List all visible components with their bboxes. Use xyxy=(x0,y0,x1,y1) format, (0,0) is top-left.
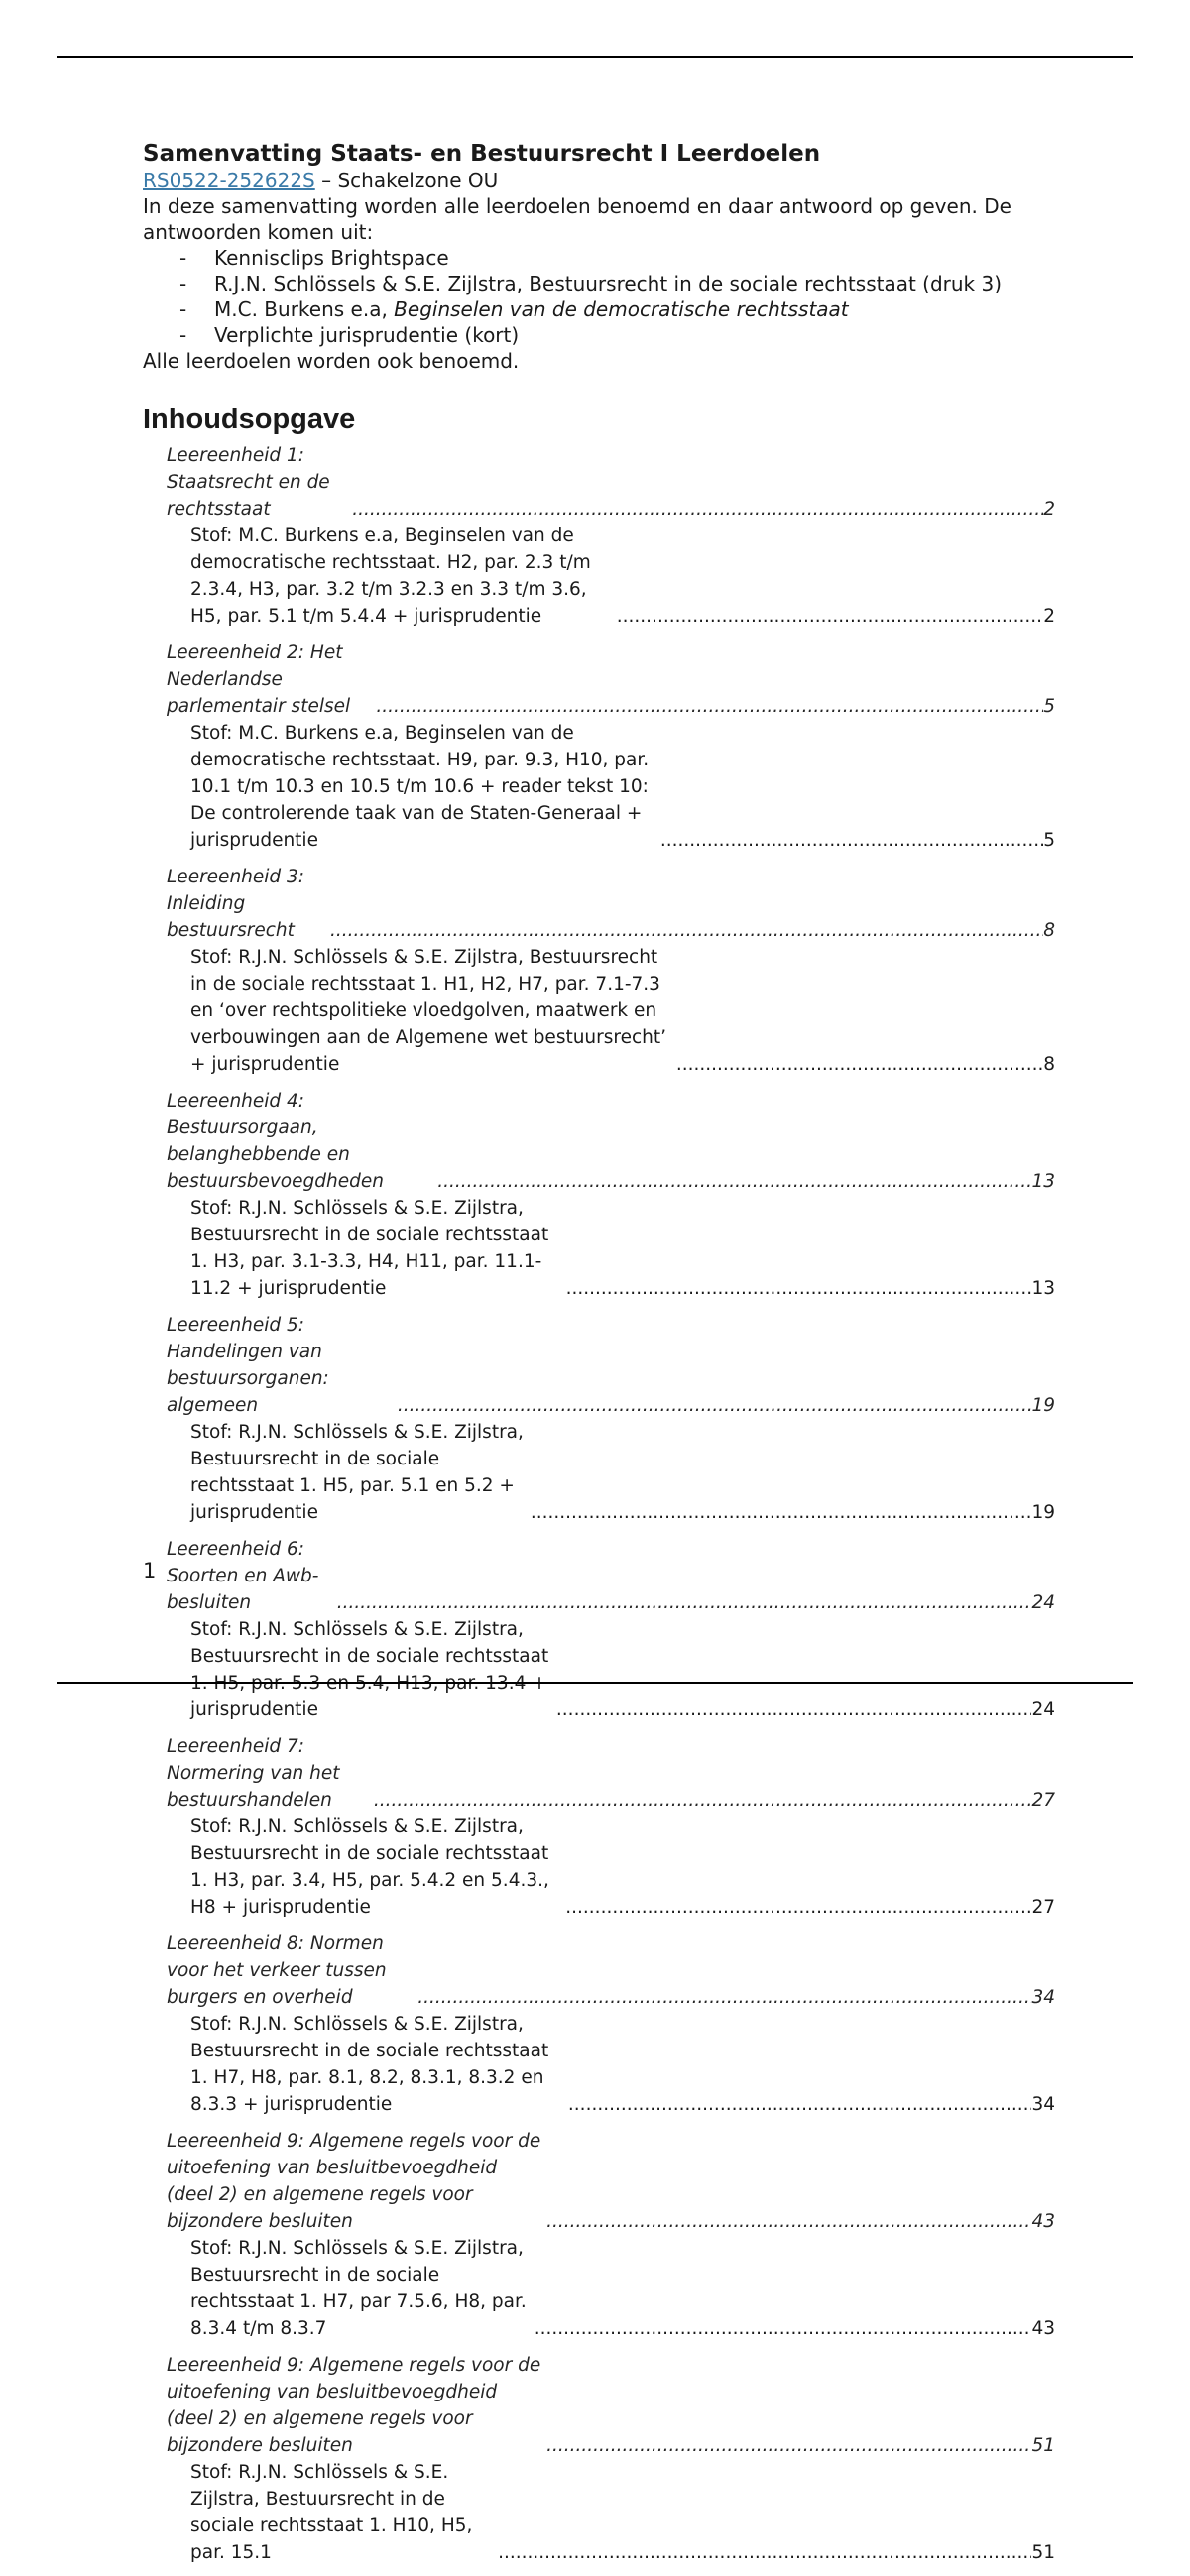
toc-leader-dots xyxy=(617,603,1043,630)
toc-unit xyxy=(143,1088,1055,1302)
toc-page-number: 8 xyxy=(1043,920,1055,941)
bullet-dash: - xyxy=(179,272,187,295)
source-item: - Verplichte jurisprudentie (kort) xyxy=(179,323,520,347)
toc-leader-dots xyxy=(546,2432,1031,2459)
toc-unit xyxy=(143,864,1055,1078)
toc-leader-dots xyxy=(565,1894,1031,1921)
table-of-contents xyxy=(143,442,1055,2566)
toc-entry-stof[interactable]: Stof: M.C. Burkens e.a, Beginselen van de democratische rechtsstaat. H2, par. 2.3 t/m 2.3.4, H3, par. 3.2 t/m 3.2.3 en 3.3 t/m 3.6, H5, par. 5.1 t/m 5.4.4 + jurisprudentie ..... 2 xyxy=(143,523,1055,630)
toc-heading: Inhoudsopgave xyxy=(143,404,356,435)
toc-leader-dots xyxy=(330,917,1043,944)
document-body xyxy=(143,140,1055,2576)
toc-entry-stof[interactable]: Stof: R.J.N. Schlössels & S.E. Zijlstra, Bestuursrecht in de sociale rechtsstaat 1. H5, par. 5.3 en 5.4, H13, par. 13.4 + jurisprudentie ..... 24 xyxy=(143,1616,1055,1723)
toc-entry-stof[interactable]: Stof: R.J.N. Schlössels & S.E. Zijlstra, Bestuursrecht in de sociale rechtsstaat 1. H5, par. 5.1 en 5.2 + jurisprudentie ..... 19 xyxy=(143,1419,1055,1526)
toc-page-number: 51 xyxy=(1031,2435,1055,2456)
source-item: - R.J.N. Schlössels & S.E. Zijlstra, Bestuursrecht in de sociale rechtsstaat (druk 3) xyxy=(179,272,1003,295)
outro-text: Alle leerdoelen worden ook benoemd. xyxy=(143,349,520,373)
toc-leader-dots xyxy=(398,1392,1032,1419)
source-item: - M.C. Burkens e.a, Beginselen van de democratische rechtsstaat xyxy=(179,297,849,321)
footer-rule xyxy=(57,1682,1133,1684)
toc-leader-dots xyxy=(498,2539,1031,2566)
toc-page-number: 13 xyxy=(1031,1171,1055,1192)
toc-leader-dots xyxy=(535,2315,1032,2342)
toc-leader-dots xyxy=(376,693,1043,720)
sources-list xyxy=(143,245,1055,348)
toc-entry-leereenheid[interactable]: Leereenheid 6: Soorten en Awb-besluiten ..... 24 xyxy=(143,1536,1055,1616)
toc-leader-dots xyxy=(660,827,1043,854)
toc-leader-dots xyxy=(566,1275,1032,1302)
toc-entry-leereenheid[interactable]: Leereenheid 5: Handelingen van bestuursorganen: algemeen ..... 19 xyxy=(143,1312,1055,1419)
toc-entry-leereenheid[interactable]: Leereenheid 9: Algemene regels voor de uitoefening van besluitbevoegdheid (deel 2) en algemene regels voor bijzondere besluiten ..... 43 xyxy=(143,2128,1055,2235)
toc-entry-stof[interactable]: Stof: R.J.N. Schlössels & S.E. Zijlstra, Bestuursrecht in de sociale rechtsstaat 1. H1, H2, H7, par. 7.1-7.3 en ‘over rechtspolitieke vloedgolven, maatwerk en verbouwingen aan de Algemene wet bestuursrecht’ + jurisprudentie ..... 8 xyxy=(143,944,1055,1078)
toc-unit xyxy=(143,1536,1055,1723)
course-zone: Schakelzone OU xyxy=(337,169,499,192)
toc-entry-stof[interactable]: Stof: R.J.N. Schlössels & S.E. Zijlstra, Bestuursrecht in de sociale rechtsstaat 1. H3, par. 3.4, H5, par. 5.4.2 en 5.4.3., H8 + jurisprudentie ..... 27 xyxy=(143,1814,1055,1921)
header-rule xyxy=(57,56,1133,58)
toc-leader-dots xyxy=(556,1697,1032,1723)
toc-page-number: 2 xyxy=(1043,499,1055,520)
toc-leader-dots xyxy=(437,1168,1031,1195)
course-line xyxy=(143,168,1055,193)
toc-unit xyxy=(143,2128,1055,2342)
source-book-title: Beginselen van de democratische rechtsstaat xyxy=(394,297,849,321)
toc-leader-dots xyxy=(531,1499,1032,1526)
toc-leader-dots xyxy=(337,1589,1032,1616)
toc-page-number: 34 xyxy=(1031,1987,1055,2008)
toc-page-number: 24 xyxy=(1031,1699,1055,1720)
toc-page-number: 27 xyxy=(1031,1790,1055,1811)
toc-entry-leereenheid[interactable]: Leereenheid 2: Het Nederlandse parlementair stelsel ..... 5 xyxy=(143,640,1055,720)
toc-entry-leereenheid[interactable]: Leereenheid 7: Normering van het bestuurshandelen ..... 27 xyxy=(143,1733,1055,1814)
toc-entry-stof[interactable]: Stof: R.J.N. Schlössels & S.E. Zijlstra, Bestuursrecht in de sociale rechtsstaat 1. H10, H5, par. 15.1 ..... 51 xyxy=(143,2459,1055,2566)
toc-page-number: 43 xyxy=(1031,2211,1055,2232)
toc-leader-dots xyxy=(374,1787,1032,1814)
page-number: 1 xyxy=(143,1559,157,1582)
toc-page-number: 8 xyxy=(1043,1054,1055,1075)
toc-entry-stof[interactable]: Stof: R.J.N. Schlössels & S.E. Zijlstra, Bestuursrecht in de sociale rechtsstaat 1. H7, H8, par. 8.1, 8.2, 8.3.1, 8.3.2 en 8.3.3 + jurisprudentie ..... 34 xyxy=(143,2011,1055,2118)
toc-leader-dots xyxy=(352,496,1043,523)
bullet-dash: - xyxy=(179,323,187,347)
toc-page-number: 19 xyxy=(1031,1502,1055,1523)
intro-text: In deze samenvatting worden alle leerdoelen benoemd en daar antwoord op geven. De antwoorden komen uit: xyxy=(143,194,1012,244)
toc-leader-dots xyxy=(417,1984,1031,2011)
toc-page-number: 5 xyxy=(1043,696,1055,717)
toc-entry-leereenheid[interactable]: Leereenheid 1: Staatsrecht en de rechtsstaat ..... 2 xyxy=(143,442,1055,523)
toc-leader-dots xyxy=(676,1051,1043,1078)
document-title: Samenvatting Staats- en Bestuursrecht I Leerdoelen xyxy=(143,141,821,167)
toc-unit xyxy=(143,1312,1055,1526)
toc-leader-dots xyxy=(546,2208,1031,2235)
toc-entry-leereenheid[interactable]: Leereenheid 9: Algemene regels voor de uitoefening van besluitbevoegdheid (deel 2) en algemene regels voor bijzondere besluiten ..... 51 xyxy=(143,2352,1055,2459)
source-item: - Kennisclips Brightspace xyxy=(179,246,449,270)
course-code-link[interactable]: RS0522-252622S xyxy=(143,169,315,192)
toc-page-number: 34 xyxy=(1031,2094,1055,2115)
toc-page-number: 5 xyxy=(1043,830,1055,851)
toc-entry-leereenheid[interactable]: Leereenheid 8: Normen voor het verkeer tussen burgers en overheid ..... 34 xyxy=(143,1931,1055,2011)
toc-page-number: 51 xyxy=(1031,2542,1055,2563)
bullet-dash: - xyxy=(179,297,187,321)
toc-unit xyxy=(143,442,1055,630)
toc-unit xyxy=(143,1931,1055,2118)
bullet-dash: - xyxy=(179,246,187,270)
toc-entry-leereenheid[interactable]: Leereenheid 4: Bestuursorgaan, belanghebbende en bestuursbevoegdheden ..... 13 xyxy=(143,1088,1055,1195)
toc-entry-stof[interactable]: Stof: R.J.N. Schlössels & S.E. Zijlstra, Bestuursrecht in de sociale rechtsstaat 1. H3, par. 3.1-3.3, H4, H11, par. 11.1-11.2 + jurisprudentie ..... 13 xyxy=(143,1195,1055,1302)
toc-unit xyxy=(143,2352,1055,2566)
toc-unit xyxy=(143,1733,1055,1921)
toc-leader-dots xyxy=(568,2091,1032,2118)
toc-unit xyxy=(143,640,1055,854)
toc-entry-leereenheid[interactable]: Leereenheid 3: Inleiding bestuursrecht ..... 8 xyxy=(143,864,1055,944)
toc-page-number: 27 xyxy=(1031,1897,1055,1918)
toc-page-number: 13 xyxy=(1031,1278,1055,1299)
course-separator: – xyxy=(314,169,338,192)
toc-entry-stof[interactable]: Stof: M.C. Burkens e.a, Beginselen van de democratische rechtsstaat. H9, par. 9.3, H10, par. 10.1 t/m 10.3 en 10.5 t/m 10.6 + reader tekst 10: De controlerende taak van de Staten-Generaal + jurisprudentie ..... 5 xyxy=(143,720,1055,854)
toc-page-number: 43 xyxy=(1031,2318,1055,2339)
toc-page-number: 2 xyxy=(1043,606,1055,627)
toc-page-number: 19 xyxy=(1031,1395,1055,1416)
toc-entry-stof[interactable]: Stof: R.J.N. Schlössels & S.E. Zijlstra, Bestuursrecht in de sociale rechtsstaat 1. H7, par 7.5.6, H8, par. 8.3.4 t/m 8.3.7 ..... 43 xyxy=(143,2235,1055,2342)
toc-page-number: 24 xyxy=(1031,1592,1055,1613)
